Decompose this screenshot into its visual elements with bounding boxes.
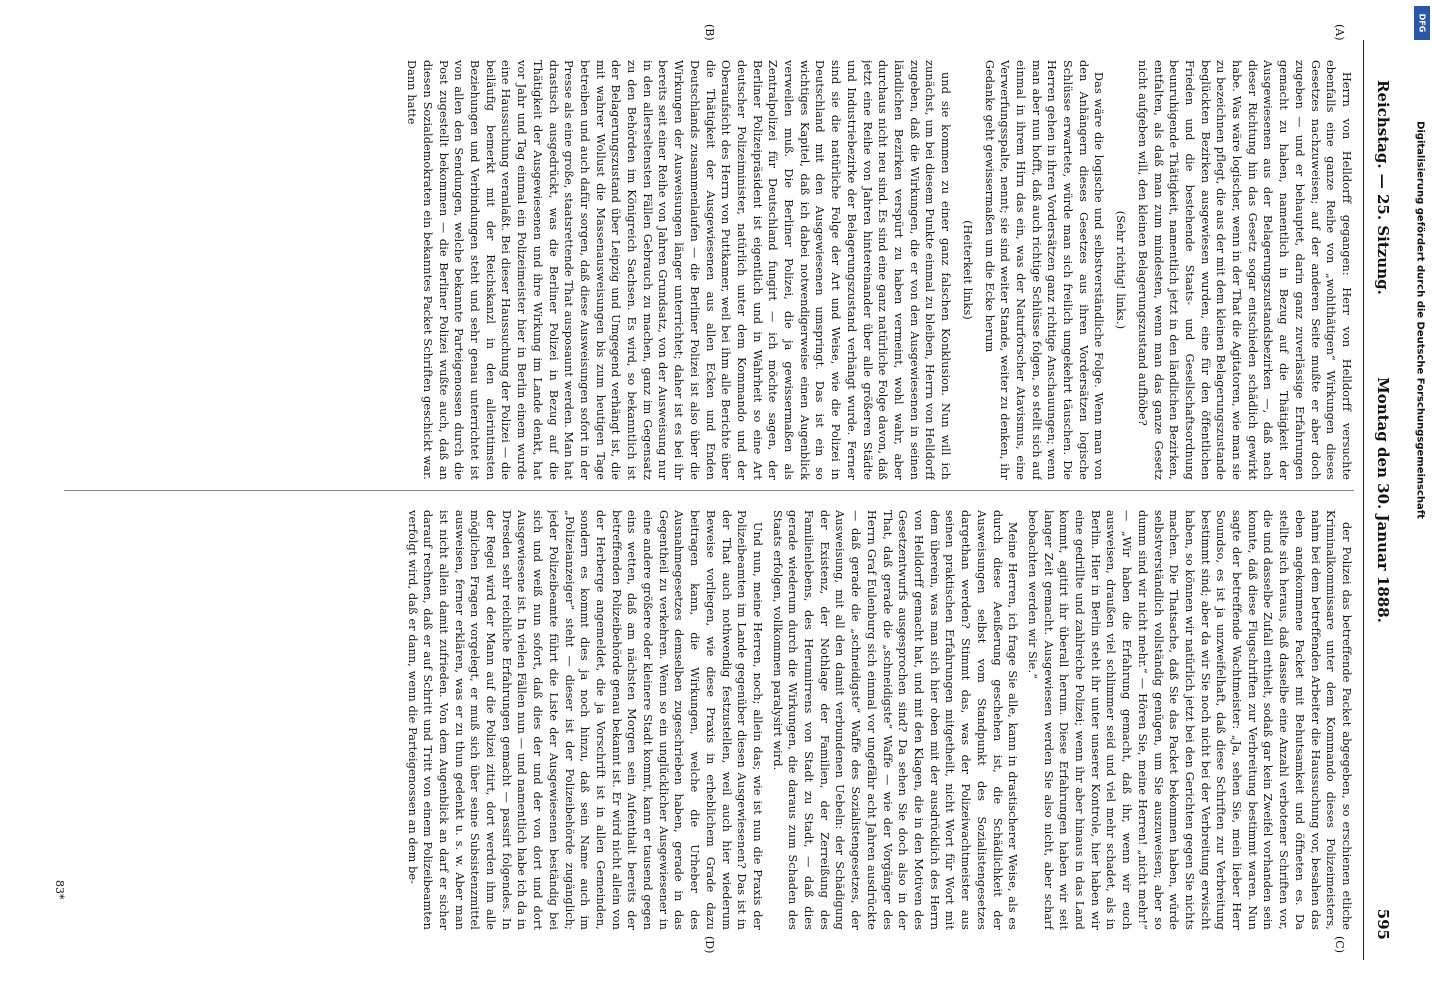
interjection: (Sehr richtig! links.) <box>1114 210 1128 330</box>
paragraph: der Polizei das betreffende Packet abgegeben, so erschienen etliche Kriminalkommissare unter dem Kommando dieses Polizeimeisters, nahm bei dem betreffenden Arbeiter die Haussuchung vor, besahen das eben angekommene Packet mit Behutsamkeit und öffneten es. Da stellte sich heraus, daß dasselbe eine Anzahl verbotener Schriften vor, die und dasselbe Zufall enthielt, sodaß gar kein Zweifel vorhanden sein konnte, daß diese Flugschriften zur Verbreitung bestimmt waren. Nun sagte der betreffende Wachtmeister: „Ja, sehen Sie, mein lieber Herr Soundso, es ist ja unzweifelhaft, daß diese Schriften zur Verbreitung bestimmt sind; aber da wir Sie noch nicht bei der Verbreitung erwischt haben, so können wir natürlich jetzt bei den Gerichten gegen Sie nichts machen. Die Thatsache, daß Sie das Packet bekommen haben, würde selbstverständlich vollständig genügen, um Sie auszuweisen; aber so dumm sind wir nicht mehr.“ — Hören Sie, meine Herren! „nicht mehr!“ — „Wir haben die Erfahrung gemacht, daß ihr, wenn wir euch ausweisen, draußen viel schlimmer seid und viel mehr schadet, als in Berlin. Hier in Berlin steht ihr unter unserer Kontrole, hier haben wir eine gedrillte und zahlreiche Polizei; wenn ihr aber hinaus in das Land kommt, agitirt ihr überall herum. Diese Erfahrungen haben wir seit langer Zeit gemacht. Ausgewiesen werden Sie also nicht, aber scharf beobachten werden wir Sie.“ <box>1025 510 1353 930</box>
paragraph: Meine Herren, ich frage Sie alle, kann in drastischerer Weise, als es durch diese Aeußerung geschehen ist, die Schädlichkeit der Ausweisungen selbst vom Standpunkt des Sozialistengesetzes dargethan werden? Stimmt das, was der Polizeiwachtmeister aus seinen praktischen Erfahrungen mitgetheilt, nicht Wort für Wort mit dem überein, was man sich hier oben mit der ausdrücklich des Herrn von Helldorff gemacht hat, und mit den Klagen, die in den Motiven des Gesetzentwurfs ausgesprochen sind? Da sehen Sie doch also in der That, daß gerade die „schneidigste“ Waffe — wie der Vorgänger des Herrn Graf Eulenburg sich einmal vor ungefähr acht Jahren ausdrückte — daß gerade die „schneidigste“ Waffe des Sozialistengesetzes, der Ausweisung, mit all den damit verbundenen Uebeln: der Schädigung der Existenz, der Nothlage der Familien, der Zerreißung des Familienlebens, des Herumirrens von Stadt zu Stadt, — daß dies gerade wiederum durch die Wirkungen, die daraus zum Schaden des Staats erfolgen, vollkommen paralysirt wird. <box>770 510 1020 930</box>
page-number: 595 <box>1374 908 1392 940</box>
paragraph: Herrn von Helldorff gegangen: Herr von Helldorff versuchte ebenfalls eine ganze Reihe von „wohlthätigen“ Wirkungen dieses Gesetzes nachzuweisen; auf der anderen Seite mußte er aber doch zugeben — und er behauptet, darin ganz zuverlässige Erfahrungen gemacht zu haben, namentlich in Bezug auf die Thätigkeit der Ausgewiesenen aus der Belagerungszustandsbezirken —, daß nach dieser Richtung hin das Gesetz sogar entschieden schädlich gewirkt habe. Was wäre logischer, wenn in der That die Agitatoren, wie man sie zu bezeichnen pflegt, die aus der mit dem kleinen Belagerungszustande beglückten Bezirken ausgewiesen wurden, eine für den öffentlichen Frieden und die bestehende Staats- und Gesellschaftsordnung beunruhigende Thätigkeit, namentlich jetzt in den ländlichen Bezirken, entfalten, als daß man zum mindesten, wenn man das ganze Gesetz nicht aufgeben will, den kleinen Belagerungszustand aufhöbe? <box>1135 60 1353 480</box>
margin-marker-a: (A) <box>1333 24 1346 41</box>
text-column-right <box>54 510 1354 930</box>
paragraph: Und nun, meine Herren, noch; allein das; wie ist nun die Praxis der Polizeibeamten im Lande gegenüber diesen Ausgewiesenen? Das ist in der That auch nothwendig festzustellen, weil auch hier wiederum Beweise vorliegen, wie diese Praxis in erheblichem Grade dazu beitragen kann, die Wirkungen, welche die Urheber des Ausnahmegesetzes demselben zugeschrieben haben, gerade in das Gegentheil zu verkehren. Wenn so ein unglücklicher Ausgewiesener in eine andere größere oder kleinere Stadt kommt, kann er tausend gegen eins wetten, daß am nächsten Morgen sein Aufenthalt bereits der betreffenden Polizeibehörde genau bekannt ist. Er wird nicht allein von der Herberge angemeldet, die ja Vorschrift ist in allen Gemeinden, sondern es kommt dies ja noch hinzu, daß sein Name auch im „Polizeianzeiger“ steht — dieser ist der Polizeibehörde zugänglich; jeder Polizeibeamte führt die Liste der Ausgewiesenen beständig bei sich und weiß nun sofort, daß dies der und der von dort und dort Ausgewiesene ist. In vielen Fällen nun — und namentlich habe ich da in Dresden sehr reichliche Erfahrungen gemacht — passirt folgendes. In der Regel wird der Mann auf die Polizei zitirt, dort werden ihm alle möglichen Fragen vorgelegt, er muß sich über seine Subsistenzmittel ausweisen, ferner erklären, was er zu thun gedenkt u. s. w. Aber man ist nicht allein damit zufrieden. Von dem Augenblick an darf er sicher darauf rechnen, daß er auf Schritt und Tritt von einem Polizeibeamten verfolgt wird, daß er dann, wenn die Parteigenossen an dem be- <box>405 510 764 930</box>
dfg-logo: DFG <box>1414 6 1430 40</box>
margin-marker-d: (D) <box>703 936 716 954</box>
funding-note: Digitalisierung gefördert durch die Deutsche Forschungsgemeinschaft <box>1414 121 1426 519</box>
header-left: Reichstag. — 25. Sitzung. <box>1374 80 1392 295</box>
rotated-page-content <box>26 20 1406 980</box>
interjection: (Heiterkeit links) <box>960 220 974 320</box>
paragraph: Das wäre die logische und selbstverständliche Folge. Wenn man von den Anhängern dieses Gesetzes aus ihren Vordersätzen logische Schlüsse erwartete, würde man sich freilich umgekehrt täuschen. Die Herren gehen in ihren Vordersätzen ganz richtige Anschauungen; wenn man aber nun hofft, daß auch richtige Schlüsse folgen, so stellt sich auf einmal in ihrem Hirn das ein, was der Naturforscher Atavismus, eine Verwerfungsspalte, nennt; sie sind weiter Stande, weiter zu denken, ihr Gedanke geht gewissermaßen um die Ecke herum <box>982 60 1106 480</box>
header-center: Montag den 30. Januar 1888. <box>1374 377 1392 623</box>
margin-marker-b: (B) <box>703 24 716 41</box>
signature-number: 83* <box>53 880 66 900</box>
margin-marker-c: (C) <box>1333 936 1346 953</box>
paragraph: und sie kommen zu einer ganz falschen Konklusion. Nun will ich zunächst, um bei diesem Punkte einmal zu bleiben, Herrn von Helldorff zugeben, daß die Wirkungen, die er von den Ausgewiesenen in seinen ländlichen Bezirken verspürt zu haben vermeint, wohl wahr, aber durchaus nicht neu sind. Es sind eine ganz natürliche Folge davon, daß jetzt eine Reihe von Jahren hintereinander über alle größeren Städte und Industriebezirke der Belagerungszustand verhängt wurde. Ferner sind sie die natürliche Folge der Art und Weise, wie die Polizei in Deutschland mit den Ausgewiesenen umspringt. Das ist ein so wichtiges Kapitel, daß ich dabei notwendigerweise einen Augenblick verweilen muß. Die Berliner Polizei, die ja gewissermaßen als Zentralpolizei für Deutschland fungirt — ich möchte sagen, der Berliner Polizeipräsident ist eigentlich und in Wahrheit so eine Art deutscher Polizeiminister, natürlich unter dem Kommando und der Oberaufsicht des Herrn von Puttkamer, weil bei ihm alle Berichte über die Thätigkeit der Ausgewiesenen aus allen Ecken und Enden Deutschlands zusammenlaufen — die Berliner Polizei ist also über die Wirkungen der Ausweisungen länger unterrichtet; daher ist es bei ihr bereits seit einer Reihe von Jahren Grundsatz, von der Ausweisung nur in den allerseltensten Fällen Gebrauch zu machen, ganz im Gegensatz zu den Behörden im Königreich Sachsen. Es wird, so bekanntlich ist der Belagerungszustand über Leipzig und Umgegend verhängt ist, die mit wahrer Wollust die Massenausweisungen bis zum heutigen Tage betreiben und auch dafür sorgen, daß diese Ausweisungen sofort in der Presse als eine große, staatsrettende That ausposaunt werden. Man hat drastisch ausgedrückt, was die Berliner Polizei in Bezug auf die Thätigkeit der Ausgewiesenen und ihre Wirkung im Lande denkt, hat vor Jahr und Tag einmal ein Polizeimeister hier in Berlin einem wurde eine Haussuchung veranlaßt. Bei dieser Haussuchung der Polizei — die beiläufig bemerkt mit der Reichskanzl in den allerintimsten Beziehungen und Verbindungen steht und sehr genau unterrichtet ist von allen den Sendungen, welche bekannte Parteigenossen durch die Post zugestellt bekommen — die Berliner Polizei wußte auch, daß an diesen Sozialdemokraten ein bekanntes Packet Schriften geschickt war. Dann hatte <box>405 60 953 480</box>
column-divider <box>64 490 1354 491</box>
text-column-left <box>54 60 1354 480</box>
header-rule <box>1363 40 1364 960</box>
page-header <box>1366 50 1400 950</box>
